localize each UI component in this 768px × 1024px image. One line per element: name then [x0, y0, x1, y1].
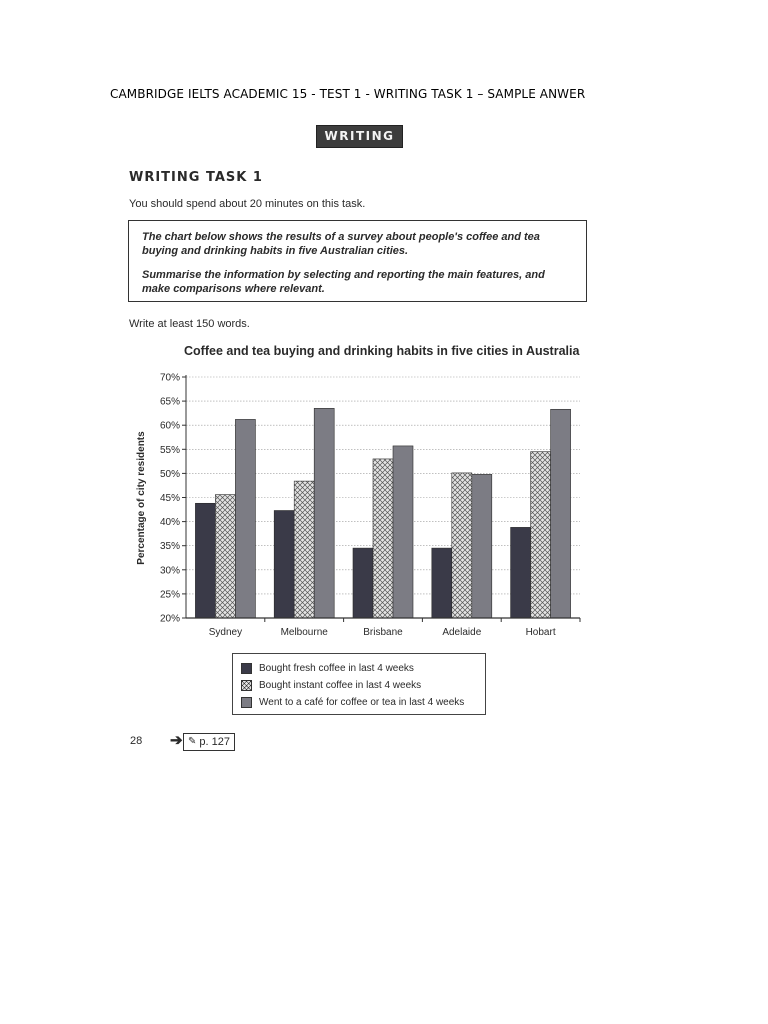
task-prompt-box [128, 220, 587, 302]
word-count-instruction: Write at least 150 words. [129, 318, 250, 330]
x-tick-label: Hobart [525, 627, 556, 638]
legend-swatch [241, 680, 252, 691]
bar-melbourne-series-3 [314, 408, 334, 618]
arrow-right-icon: ➔ [170, 732, 183, 749]
bar-melbourne-series-2 [294, 481, 314, 618]
bar-chart [120, 335, 590, 645]
chart-legend [232, 653, 486, 715]
y-tick-label: 25% [159, 589, 180, 601]
bar-brisbane-series-3 [393, 446, 413, 618]
bar-sydney-series-3 [235, 419, 255, 618]
page-number: 28 [130, 735, 143, 747]
legend-item [241, 677, 485, 694]
legend-swatch [241, 663, 252, 674]
task-title: WRITING TASK 1 [129, 170, 263, 185]
y-tick-label: 35% [159, 541, 180, 553]
bar-sydney-series-2 [215, 495, 235, 618]
bar-melbourne-series-1 [274, 511, 294, 618]
bars [195, 408, 570, 618]
bar-hobart-series-3 [551, 409, 571, 618]
legend-label: Bought fresh coffee in last 4 weeks [259, 663, 414, 674]
time-instruction: You should spend about 20 minutes on this task. [129, 198, 366, 210]
bar-brisbane-series-2 [373, 459, 393, 618]
x-tick-label: Melbourne [280, 627, 328, 638]
x-tick-label: Adelaide [442, 627, 482, 638]
prompt-description: The chart below shows the results of a survey about people's coffee and tea buying and drinking habits in five Australian cities. [142, 231, 540, 257]
legend-item [241, 694, 485, 711]
x-tick-label: Brisbane [363, 627, 403, 638]
writing-badge: WRITING [316, 125, 403, 148]
y-tick-label: 60% [159, 420, 180, 432]
legend-item [241, 660, 485, 677]
page-reference-label: p. 127 [199, 736, 230, 748]
bar-sydney-series-1 [195, 503, 215, 618]
y-tick-label: 30% [159, 565, 180, 577]
x-tick-label: Sydney [208, 627, 243, 638]
y-tick-label: 50% [159, 468, 180, 480]
legend-swatch [241, 697, 252, 708]
y-tick-label: 40% [159, 517, 180, 529]
y-tick-label: 55% [159, 444, 180, 456]
chart-title: Coffee and tea buying and drinking habits in five cities in Australia [184, 344, 580, 358]
bar-adelaide-series-2 [452, 473, 472, 618]
pencil-icon: ✎ [188, 736, 197, 747]
page-reference [183, 733, 235, 751]
bar-hobart-series-1 [511, 527, 531, 618]
y-tick-label: 65% [159, 396, 180, 408]
prompt-instruction: Summarise the information by selecting and reporting the main features, and make comparisons where relevant. [142, 269, 545, 295]
y-tick-label: 20% [159, 613, 180, 625]
y-axis-label: Percentage of city residents [136, 431, 147, 565]
bar-adelaide-series-3 [472, 474, 492, 618]
y-tick-label: 45% [159, 493, 180, 504]
y-tick-label: 70% [159, 372, 180, 384]
document-heading: CAMBRIDGE IELTS ACADEMIC 15 - TEST 1 - WRITING TASK 1 – SAMPLE ANWER [110, 87, 586, 101]
bar-hobart-series-2 [531, 452, 551, 618]
bar-adelaide-series-1 [432, 548, 452, 618]
legend-label: Bought instant coffee in last 4 weeks [259, 680, 422, 691]
legend-label: Went to a café for coffee or tea in last 4 weeks [259, 697, 465, 708]
bar-brisbane-series-1 [353, 548, 373, 618]
